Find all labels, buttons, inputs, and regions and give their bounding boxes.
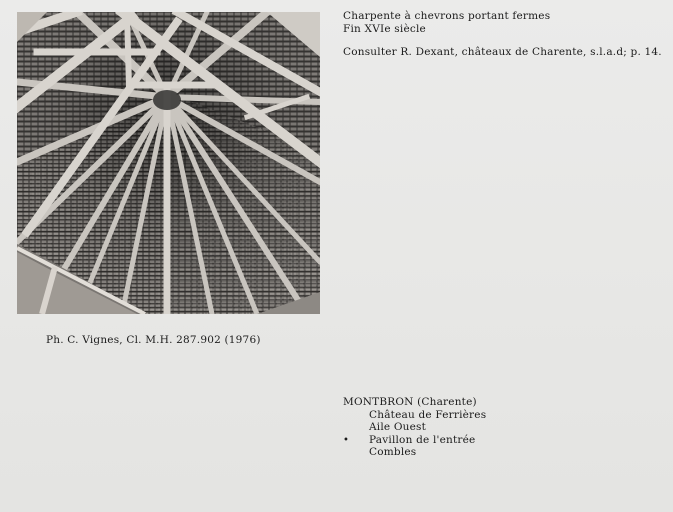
location-pavilion: Pavillon de l'entrée [369,434,476,446]
photo-credit: Ph. C. Vignes, Cl. M.H. 287.902 (1976) [46,334,261,346]
bullet-mark: • [343,435,349,446]
caption-date: Fin XVIe siècle [343,23,426,35]
caption-title: Charpente à chevrons portant fermes [343,10,551,22]
caption-reference: Consulter R. Dexant, châteaux de Charente, s.l.a.d; p. 14. [343,46,662,58]
roof-framework-photo [17,12,320,314]
location-wing: Aile Ouest [369,421,427,433]
location-building: Château de Ferrières [369,409,487,421]
location-area: Combles [369,446,417,458]
roof-framework-image [17,12,320,314]
location-place: MONTBRON (Charente) [343,396,477,408]
